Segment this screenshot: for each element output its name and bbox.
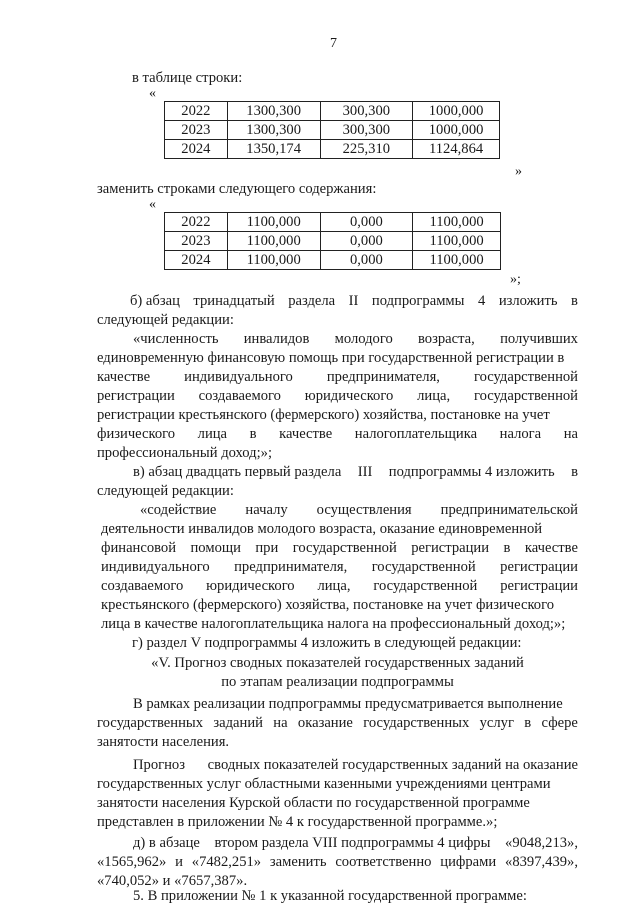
section-b-line2: следующей редакции: <box>97 312 234 328</box>
section-v-last: лица в качестве налогоплательщика налога на профессиональный доход;»; <box>101 616 566 632</box>
table-row <box>165 213 501 232</box>
table-cell: 1000,000 <box>413 102 500 121</box>
table-cell: 1100,000 <box>413 232 501 251</box>
section-b-line1: б) абзац тринадцатый раздела II подпрограммы 4 изложить в <box>130 293 578 309</box>
section-g-heading2: по этапам реализации подпрограммы <box>221 674 454 690</box>
section-v-line2: следующей редакции: <box>97 483 234 499</box>
intro-line: в таблице строки: <box>132 70 243 86</box>
table-cell: 0,000 <box>320 213 413 232</box>
close-quote-2: »; <box>510 272 521 287</box>
table-cell: 1300,300 <box>227 121 320 140</box>
table-row <box>165 232 501 251</box>
table-cell: 1100,000 <box>413 213 501 232</box>
table-cell: 0,000 <box>320 251 413 270</box>
section-d-line: д) в абзаце втором раздела VIII подпрограммы 4 цифры «9048,213», <box>133 835 578 851</box>
section-g-para1-line: В рамках реализации подпрограммы предусматривается выполнение <box>133 696 563 712</box>
section-v-quote-line: индивидуального предпринимателя, государственной регистрации <box>101 559 578 575</box>
table-cell: 1124,864 <box>413 140 500 159</box>
table-cell: 2024 <box>165 251 228 270</box>
table-cell: 2024 <box>165 140 228 159</box>
section-b-quote-line: регистрации создаваемого юридического лица, государственной <box>97 388 578 404</box>
section-d-line: «1565,962» и «7482,251» заменить соответственно цифрами «8397,439», <box>97 854 578 870</box>
open-quote-1: « <box>149 86 156 101</box>
section-b-quote-line: физического лица в качестве налогоплательщика налога на <box>97 426 578 442</box>
table-cell: 1100,000 <box>227 213 320 232</box>
new-rows-table <box>164 212 501 270</box>
section-g-para2-line: представлен в приложении № 4 к государственной программе.»; <box>97 814 498 830</box>
section-g-para2-line: занятости населения Курской области по государственной программе <box>97 795 530 811</box>
table-cell: 1000,000 <box>413 121 500 140</box>
close-quote-1: » <box>515 164 522 179</box>
table-cell: 2022 <box>165 213 228 232</box>
section-v-quote-line: крестьянского (фермерского) хозяйства, постановке на учет физического <box>101 597 555 613</box>
item-5-line: 5. В приложении № 1 к указанной государственной программе: <box>133 888 527 904</box>
replace-line: заменить строками следующего содержания: <box>97 181 377 197</box>
section-g-para1-line: занятости населения. <box>97 734 230 750</box>
section-b-quote-line: единовременную финансовую помощь при государственной регистрации в <box>97 350 565 366</box>
table-cell: 225,310 <box>320 140 413 159</box>
section-b-quote-line: регистрации крестьянского (фермерского) хозяйства, постановке на учет <box>97 407 550 423</box>
table-cell: 1100,000 <box>227 232 320 251</box>
section-b-quote-line: качестве индивидуального предпринимателя, государственной <box>97 369 578 385</box>
section-b-quote-line: «численность инвалидов молодого возраста, получивших <box>133 331 578 347</box>
section-g-para2-line: государственных услуг областными казенными учреждениями центрами <box>97 776 551 792</box>
table-cell: 2022 <box>165 102 228 121</box>
table-cell: 300,300 <box>320 121 413 140</box>
old-rows-table <box>164 101 500 159</box>
open-quote-2: « <box>149 197 156 212</box>
page-number: 7 <box>330 36 337 51</box>
table-cell: 2023 <box>165 121 228 140</box>
table-cell: 1100,000 <box>227 251 320 270</box>
section-v-line1: в) абзац двадцать первый раздела III подпрограммы 4 изложить в <box>133 464 578 480</box>
section-g-para2-line: Прогноз сводных показателей государственных заданий на оказание <box>133 757 578 773</box>
table-row <box>165 102 500 121</box>
section-g-line1: г) раздел V подпрограммы 4 изложить в следующей редакции: <box>132 635 522 651</box>
section-v-quote-line: «содействие началу осуществления предпринимательской <box>140 502 578 518</box>
table-cell: 1100,000 <box>413 251 501 270</box>
table-cell: 300,300 <box>320 102 413 121</box>
section-v-quote-line: финансовой помощи при государственной регистрации в качестве <box>101 540 578 556</box>
table-row <box>165 121 500 140</box>
section-b-last: профессиональный доход;»; <box>97 445 272 461</box>
table-row <box>165 140 500 159</box>
section-g-para1-line: государственных заданий на оказание государственных услуг в сфере <box>97 715 578 731</box>
section-v-quote-line: создаваемого юридического лица, государственной регистрации <box>101 578 578 594</box>
table-cell: 2023 <box>165 232 228 251</box>
table-row <box>165 251 501 270</box>
table-cell: 1300,300 <box>227 102 320 121</box>
table-cell: 1350,174 <box>227 140 320 159</box>
section-d-line: «740,052» и «7657,387». <box>97 873 248 889</box>
section-g-heading1: «V. Прогноз сводных показателей государственных заданий <box>151 655 524 671</box>
table-cell: 0,000 <box>320 232 413 251</box>
section-v-quote-line: деятельности инвалидов молодого возраста, оказание единовременной <box>101 521 543 537</box>
